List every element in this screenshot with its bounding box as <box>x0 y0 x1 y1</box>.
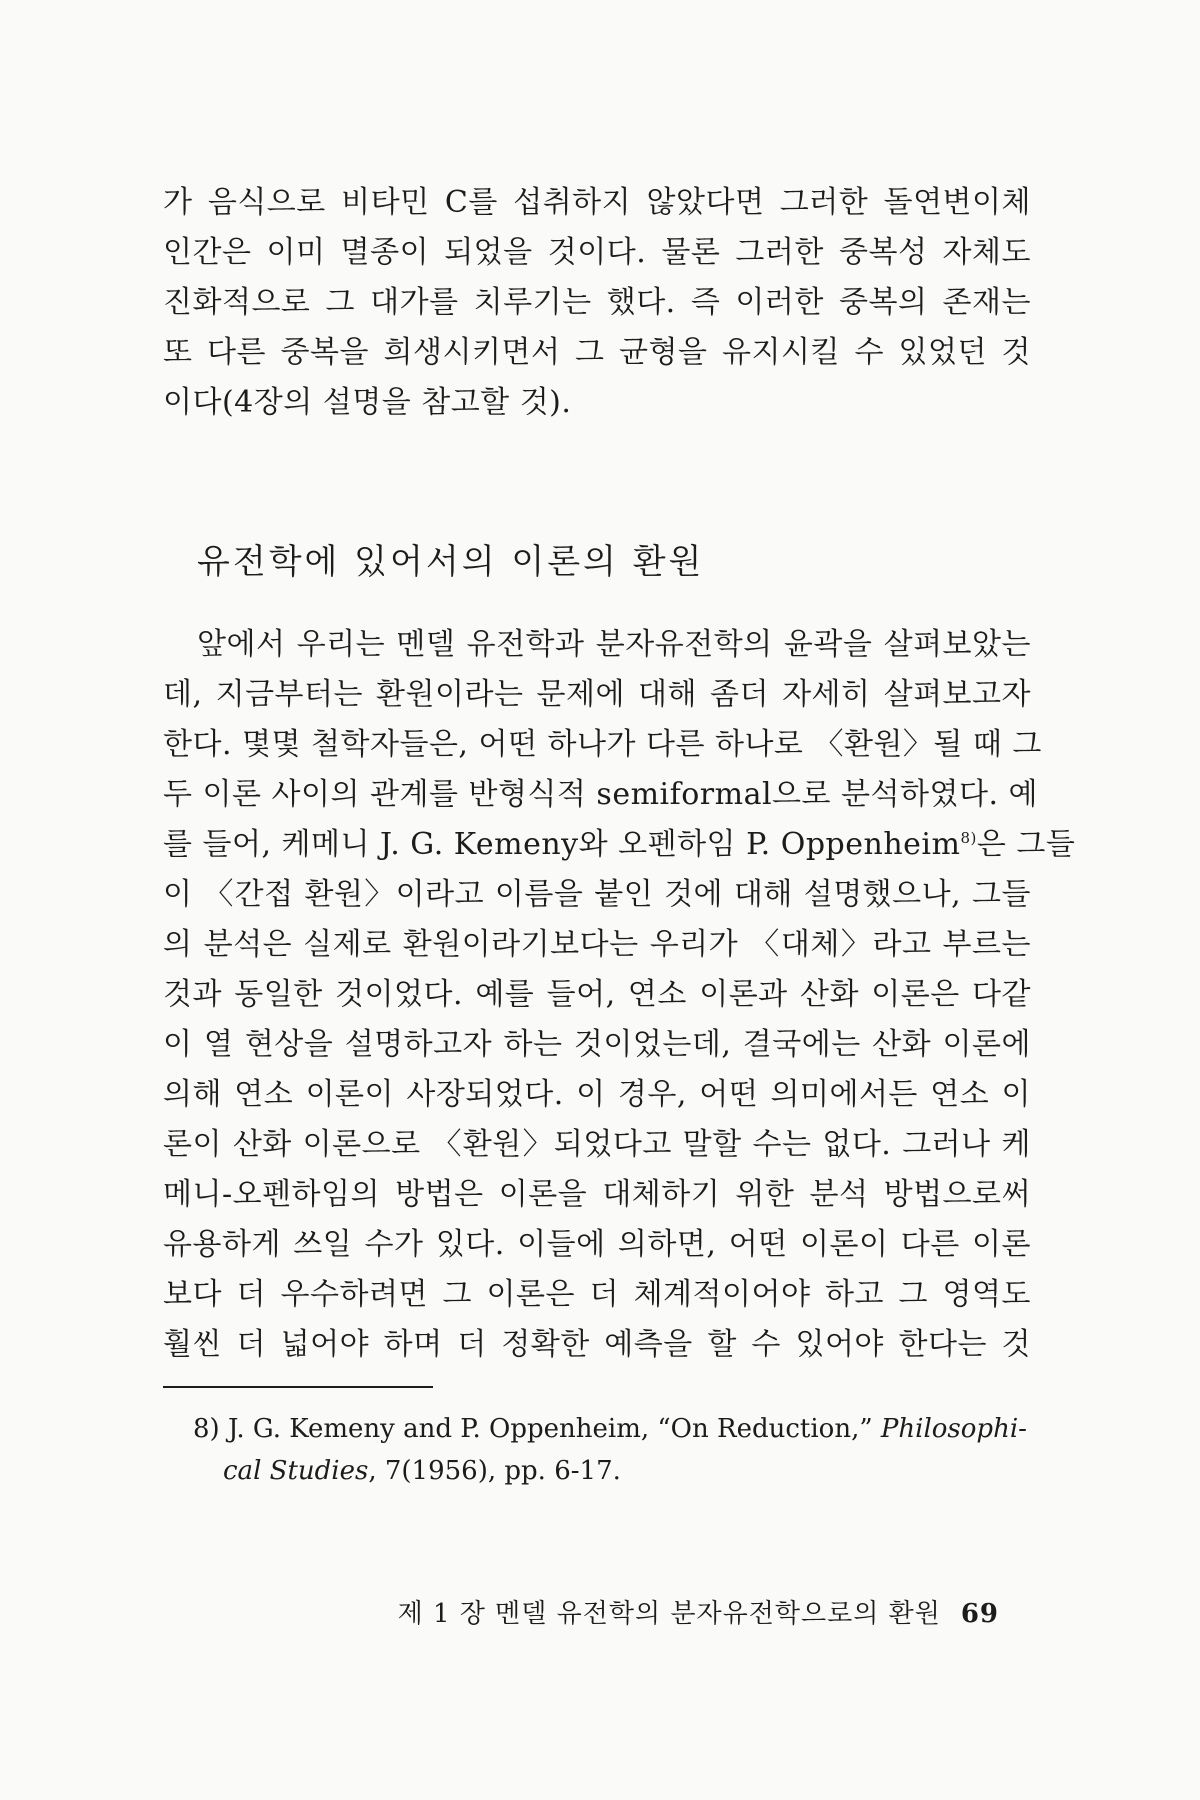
text-line: 데, 지금부터는 환원이라는 문제에 대해 좀더 자세히 살펴보고자 <box>163 677 1031 712</box>
footnote-text: , 7(1956), pp. 6-17. <box>368 1456 621 1486</box>
text-line: 또 다른 중복을 희생시키면서 그 균형을 유지시킬 수 있었던 것 <box>163 335 1031 370</box>
text-line-with-footnote-ref <box>163 820 1076 870</box>
text-line: 보다 더 우수하려면 그 이론은 더 체계적이어야 하고 그 영역도 <box>163 1277 1031 1312</box>
footnote <box>163 1408 1031 1492</box>
text-line: 이 〈간접 환원〉이라고 이름을 붙인 것에 대해 설명했으나, 그들 <box>163 877 1031 912</box>
text-line: 의 분석은 실제로 환원이라기보다는 우리가 〈대체〉라고 부르는 <box>163 927 1031 962</box>
footnote-text: J. G. Kemeny and P. Oppenheim, “On Reduction,” <box>227 1414 881 1444</box>
text-line: 가 음식으로 비타민 C를 섭취하지 않았다면 그러한 돌연변이체 <box>163 185 1031 220</box>
text-line: 메니-오펜하임의 방법은 이론을 대체하기 위한 분석 방법으로써 <box>163 1177 1031 1212</box>
footnote-journal: Philosophi- <box>880 1414 1027 1444</box>
text-line: 훨씬 더 넓어야 하며 더 정확한 예측을 할 수 있어야 한다는 것 <box>163 1327 1031 1362</box>
text-line: 한다. 몇몇 철학자들은, 어떤 하나가 다른 하나로 〈환원〉될 때 그 <box>163 727 1042 762</box>
text-line: 이다(4장의 설명을 참고할 것). <box>163 385 572 420</box>
footnote-line <box>193 1450 1031 1492</box>
text-line: 의해 연소 이론이 사장되었다. 이 경우, 어떤 의미에서든 연소 이 <box>163 1077 1031 1112</box>
footnote-journal: cal Studies <box>223 1456 369 1486</box>
text-span: 은 그들 <box>976 827 1076 862</box>
text-line: 앞에서 우리는 멘델 유전학과 분자유전학의 윤곽을 살펴보았는 <box>197 627 1031 662</box>
page-content <box>163 178 1076 1492</box>
text-line: 유용하게 쓰일 수가 있다. 이들에 의하면, 어떤 이론이 다른 이론 <box>163 1227 1031 1262</box>
section-heading: 유전학에 있어서의 이론의 환원 <box>197 542 705 582</box>
paragraph-main <box>163 620 1076 1370</box>
text-line: 이 열 현상을 설명하고자 하는 것이었는데, 결국에는 산화 이론에 <box>163 1027 1031 1062</box>
running-footer <box>163 1596 999 1632</box>
text-line: 두 이론 사이의 관계를 반형식적 semiformal으로 분석하였다. 예 <box>163 777 1038 812</box>
footnote-marker: 8) <box>193 1414 220 1444</box>
text-line: 론이 산화 이론으로 〈환원〉되었다고 말할 수는 없다. 그러나 케 <box>163 1127 1031 1162</box>
text-line: 진화적으로 그 대가를 치루기는 했다. 즉 이러한 중복의 존재는 <box>163 285 1031 320</box>
text-span: 를 들어, 케메니 J. G. Kemeny와 오펜하임 P. Oppenheim <box>163 827 961 862</box>
footnote-reference: 8) <box>960 829 977 847</box>
text-line: 인간은 이미 멸종이 되었을 것이다. 물론 그러한 중복성 자체도 <box>163 235 1031 270</box>
chapter-title: 제 1 장 멘델 유전학의 분자유전학으로의 환원 <box>397 1599 941 1629</box>
footnote-divider <box>163 1386 433 1388</box>
footnote-line <box>193 1408 1031 1450</box>
text-line: 것과 동일한 것이었다. 예를 들어, 연소 이론과 산화 이론은 다같 <box>163 977 1031 1012</box>
page-number: 69 <box>960 1599 999 1629</box>
paragraph-continued <box>163 178 1031 428</box>
